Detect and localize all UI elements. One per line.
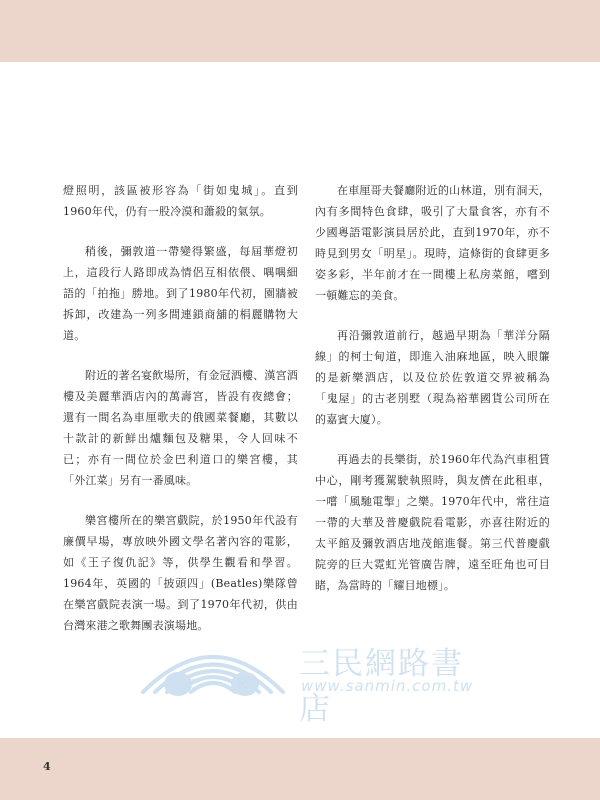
header-band: [0, 0, 600, 62]
left-column: [63, 180, 298, 655]
watermark-seal-left: 三: [184, 677, 195, 690]
paragraph: 附近的著名宴飲場所，有金冠酒樓、漢宮酒樓及美麗華酒店內的萬壽宮，皆設有夜總會；還有一間名為車厘歌夫的俄國菜餐廳，其數以十款計的新鮮出爐麵包及糖果，令人回味不已；亦有一間位於金巴利道口的樂宮樓，其「外江菜」另有一番風味。: [63, 369, 298, 487]
sanmin-logo-icon: [133, 632, 293, 702]
paragraph: 樂宮樓所在的樂宮戲院，於1950年代設有廉價早場，專放映外國文學名著內容的電影，如《王子復仇記》等，供學生觀看和學習。1964年，英國的「披頭四」(Beatles)樂隊曾在樂宮戲院表演一場。到了1970年代初，供由台灣來港之歌舞團表演場地。: [63, 514, 298, 632]
paragraph: 再沿彌敦道前行，越過早期為「華洋分隔線」的柯士甸道，即進入油麻地區，映入眼簾的是新樂酒店，以及位於佐敦道交界被稱為「鬼屋」的古老別墅（現為裕華國貨公司所在的嘉賓大廈）。: [315, 329, 550, 426]
watermark-url: www.sanmin.com.tw: [301, 677, 474, 695]
footer-band: [0, 738, 600, 800]
watermark-seal-right: 民: [237, 677, 248, 690]
paragraph: 在車厘哥夫餐廳附近的山林道，別有洞天，內有多間特色食肆，吸引了大量食客，亦有不少國粵語電影演員居於此，直到1970年，亦不時見到男女「明星」。現時，這條街的食肆更多姿多彩，半年前才在一間樓上私房菜館，嚐到一頓難忘的美食。: [315, 184, 550, 302]
page-number: 4: [43, 760, 51, 773]
paragraph: 稍後，彌敦道一帶變得繁盛，每屆華燈初上，這段行人路即成為情侶互相依偎、喁喁細語的「拍拖」勝地。到了1980年代初，園牆被拆卸，改建為一列多間連鎖商舖的梋麗購物大道。: [63, 245, 298, 342]
paragraph: 燈照明，該區被形容為「街如鬼城」。直到1960年代，仍有一股冷漠和蕭殺的氣氛。: [63, 184, 298, 218]
watermark: [133, 632, 483, 727]
right-column: [315, 180, 550, 615]
watermark-name: 三民網路書店: [299, 646, 464, 727]
paragraph: 再過去的長樂街，於1960年代為汽車租賃中心，剛考獲駕駛執照時，與友儕在此租車，一嚐「風馳電掣」之樂。1970年代中，常往這一帶的大華及普慶戲院看電影，亦喜往附近的太平館及彌敦酒店地茂館進餐。第三代普慶戲院旁的巨大霓虹光管廣告牌，遠至旺角也可目睹，為當時的「耀目地標」。: [315, 453, 550, 592]
